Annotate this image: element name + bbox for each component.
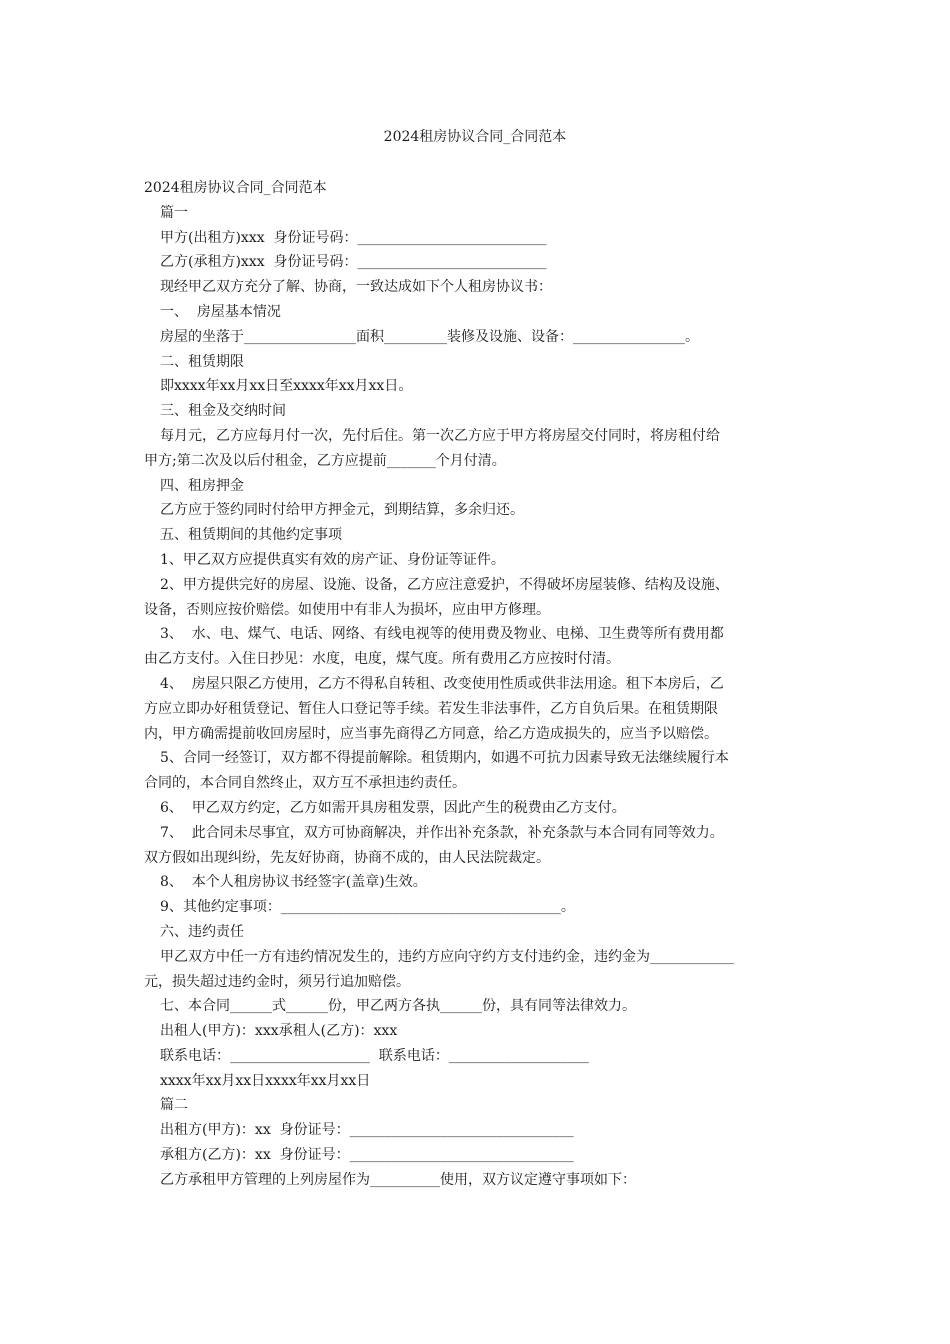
text-line: 三、租金及交纳时间 [160, 403, 286, 420]
text-line: 甲方;第二次及以后付租金，乙方应提前_______个月付清。 [144, 452, 506, 469]
text-line: 6、 甲乙双方约定，乙方如需开具房租发票，因此产生的税费由乙方支付。 [160, 799, 626, 816]
text-line: 乙方应于签约同时付给甲方押金元，到期结算，多余归还。 [160, 502, 524, 519]
text-line: 元，损失超过违约金时，须另行追加赔偿。 [144, 973, 410, 990]
text-line: 合同的，本合同自然终止，双方互不承担违约责任。 [144, 775, 466, 792]
text-line: 篇一 [160, 204, 188, 221]
text-line: 篇二 [160, 1097, 188, 1114]
text-line: 五、租赁期间的其他约定事项 [160, 527, 342, 544]
text-line: 甲方(出租方)xxx 身份证号码：___________________________ [160, 229, 547, 246]
text-line: 1、甲乙双方应提供真实有效的房产证、身份证等证件。 [160, 551, 505, 568]
text-line: 设备，否则应按价赔偿。如使用中有非人为损坏，应由甲方修理。 [144, 601, 550, 618]
text-line: 出租人(甲方)：xxx承租人(乙方)：xxx [160, 1023, 398, 1040]
text-line: 8、 本个人租房协议书经签字(盖章)生效。 [160, 874, 427, 891]
text-line: 承租方(乙方)：xx 身份证号：________________________________ [160, 1147, 574, 1164]
text-line: 5、合同一经签订，双方都不得提前解除。租赁期内，如遇不可抗力因素导致无法继续履行本 [160, 750, 729, 767]
text-line: 联系电话：____________________ 联系电话：____________________ [160, 1047, 589, 1064]
text-line: 7、 此合同未尽事宜，双方可协商解决，并作出补充条款，补充条款与本合同有同等效力。 [160, 824, 724, 841]
text-line: 4、 房屋只限乙方使用，乙方不得私自转租、改变使用性质或供非法用途。租下本房后，乙 [160, 675, 724, 692]
text-line: 乙方(承租方)xxx 身份证号码：___________________________ [160, 254, 547, 271]
text-line: 一、 房屋基本情况 [160, 303, 281, 320]
text-line: 房屋的坐落于________________面积_________装修及设施、设备：________________。 [160, 328, 699, 345]
page-title: 2024租房协议合同_合同范本 [383, 129, 567, 145]
text-line: 四、租房押金 [160, 477, 244, 494]
text-line: 内，甲方确需提前收回房屋时，应当事先商得乙方同意，给乙方造成损失的，应当予以赔偿。 [144, 725, 718, 742]
document-body [144, 176, 810, 1193]
text-line: xxxx年xx月xx日xxxx年xx月xx日 [160, 1072, 371, 1089]
text-line: 即xxxx年xx月xx日至xxxx年xx月xx日。 [160, 378, 413, 395]
text-line: 甲乙双方中任一方有违约情况发生的，违约方应向守约方支付违约金，违约金为____________ [160, 948, 734, 965]
text-line: 出租方(甲方)：xx 身份证号：________________________________ [160, 1122, 574, 1139]
text-line: 9、其他约定事项：________________________________________。 [160, 899, 575, 916]
text-line: 方应立即办好租赁登记、暂住人口登记等手续。若发生非法事件，乙方自负后果。在租赁期限 [144, 700, 718, 717]
text-line: 2、甲方提供完好的房屋、设施、设备，乙方应注意爱护，不得破坏房屋装修、结构及设施、 [160, 576, 729, 593]
text-line: 每月元，乙方应每月付一次，先付后住。第一次乙方应于甲方将房屋交付同时，将房租付给 [160, 427, 720, 444]
document-subtitle: 2024租房协议合同_合同范本 [144, 180, 327, 196]
text-line: 双方假如出现纠纷，先友好协商，协商不成的，由人民法院裁定。 [144, 849, 550, 866]
text-line: 现经甲乙双方充分了解、协商，一致达成如下个人租房协议书： [160, 279, 552, 296]
text-line: 六、违约责任 [160, 923, 244, 940]
text-line: 3、 水、电、煤气、电话、网络、有线电视等的使用费及物业、电梯、卫生费等所有费用都 [160, 626, 724, 643]
text-line: 乙方承租甲方管理的上列房屋作为__________使用，双方议定遵守事项如下： [160, 1171, 636, 1188]
text-line: 二、租赁期限 [160, 353, 244, 370]
text-line: 由乙方支付。入住日抄见：水度，电度，煤气度。所有费用乙方应按时付清。 [144, 651, 620, 668]
text-line: 七、本合同______式______份，甲乙两方各执______份，具有同等法律效力。 [160, 998, 636, 1015]
